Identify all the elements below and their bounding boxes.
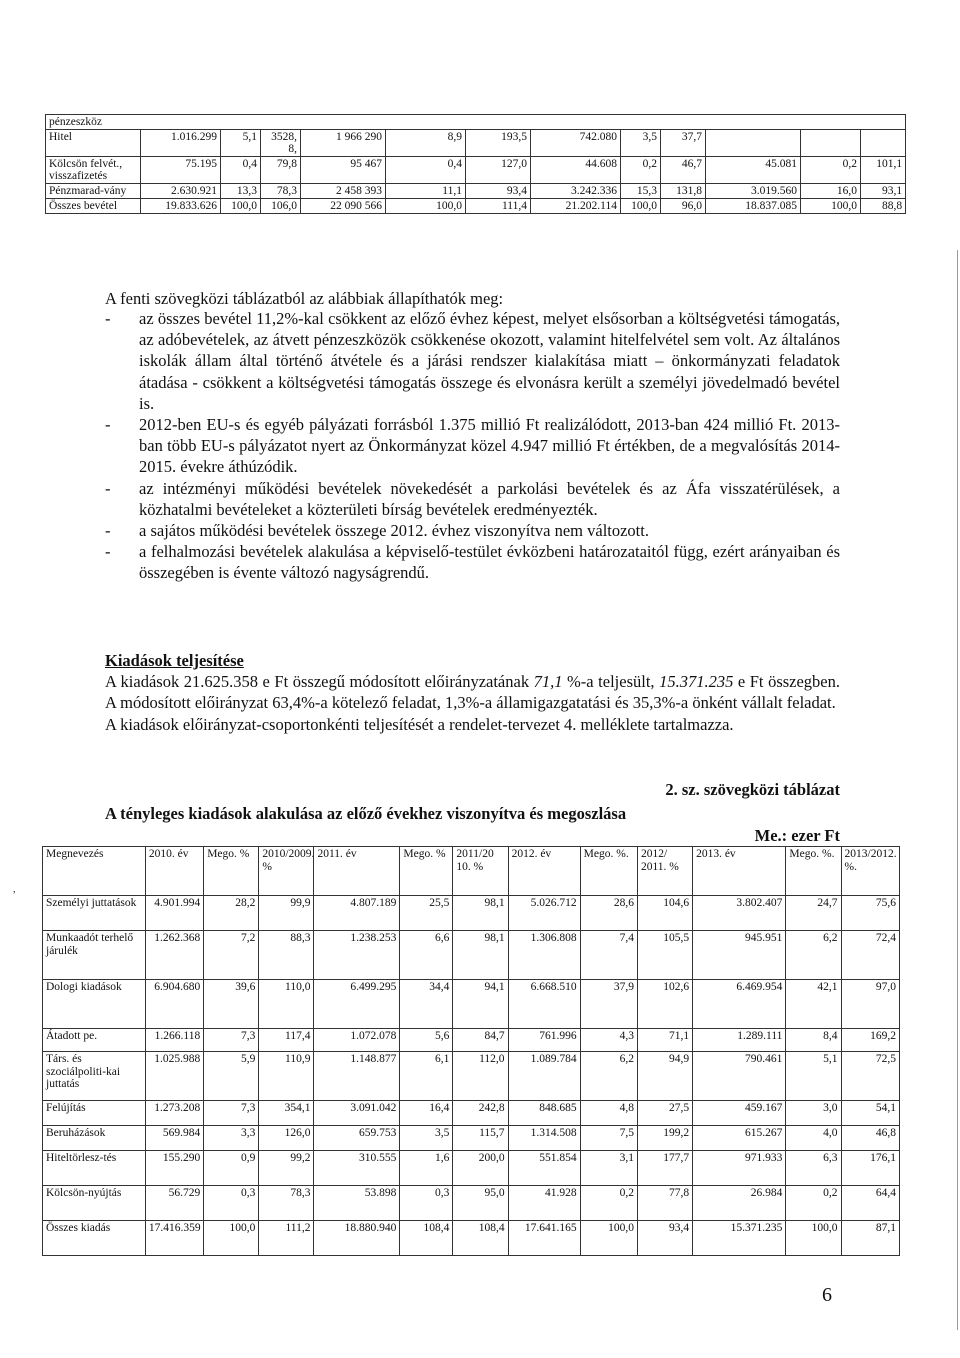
table-cell: 659.753	[314, 1126, 400, 1151]
page-number: 6	[822, 1284, 832, 1306]
table-cell: 37,9	[580, 980, 637, 1029]
table-cell: 7,5	[580, 1126, 637, 1151]
table-cell: 53.898	[314, 1186, 400, 1221]
column-header: 2012. év	[508, 847, 580, 896]
table-row	[43, 1151, 900, 1186]
row-label: Felújítás	[43, 1101, 146, 1126]
table-cell: 4,3	[580, 1029, 637, 1052]
table-cell: 193,5	[466, 130, 531, 157]
table-cell: 117,4	[259, 1029, 314, 1052]
table-cell: 242,8	[453, 1101, 508, 1126]
expenditure-paragraph: A kiadások 21.625.358 e Ft összegű módosított előirányzatának 71,1 %-a teljesült, 15.371.235 e Ft összegben. A módosított előirányzat 63,4%-a kötelező feladat, 1,3%-a államigazgatatási és 35,3%-a önként vállalt feladat.	[105, 672, 841, 713]
table-cell: 176,1	[841, 1151, 899, 1186]
table-cell: 0,3	[400, 1186, 453, 1221]
table-cell: 3,3	[204, 1126, 259, 1151]
table-cell: 75,6	[841, 896, 899, 931]
column-header: Mego. %	[204, 847, 259, 896]
table-cell: 102,6	[637, 980, 692, 1029]
table-row	[43, 1029, 900, 1052]
table-cell: 2.630.921	[141, 184, 221, 199]
table-cell: 126,0	[259, 1126, 314, 1151]
table-cell: 742.080	[531, 130, 621, 157]
table-cell: 7,3	[204, 1101, 259, 1126]
table-cell: 105,5	[637, 931, 692, 980]
table-cell: 41.928	[508, 1186, 580, 1221]
bullet-item: - az összes bevétel 11,2%-kal csökkent az előző évhez képest, melyet elsősorban a költségvetési támogatás, az adóbevételek, az átvett pénzeszközök csökkenése okozott, valamint hitelfelvétel sem volt. Az általános iskolák állam által történő átvétele és a járási rendszer kialakítása miatt – önkormányzati feladatok átadása - csökkent a költségvetési támogatás összege és elvonásra került a személyi jövedelmadó bevétel is.	[105, 309, 840, 413]
table-cell: 0,2	[621, 157, 661, 184]
revenue-header-label: pénzeszköz	[46, 115, 906, 130]
table-cell: 3.242.336	[531, 184, 621, 199]
bullet-item: - a sajátos működési bevételek összege 2012. évhez viszonyítva nem változott.	[105, 521, 649, 541]
table-cell	[706, 130, 801, 157]
revenue-row	[46, 199, 906, 214]
table-cell: 64,4	[841, 1186, 899, 1221]
table-cell: 95 467	[301, 157, 386, 184]
table-cell: 100,0	[621, 199, 661, 214]
table-cell: 5,9	[204, 1052, 259, 1101]
table-cell: 72,5	[841, 1052, 899, 1101]
row-label: Kölcsön-nyújtás	[43, 1186, 146, 1221]
table-cell: 78,3	[259, 1186, 314, 1221]
table-cell: 459.167	[693, 1101, 786, 1126]
table-cell: 101,1	[861, 157, 906, 184]
table-cell: 94,1	[453, 980, 508, 1029]
bullet-list	[105, 308, 840, 584]
table-cell: 97,0	[841, 980, 899, 1029]
table-cell: 45.081	[706, 157, 801, 184]
table-cell: 72,4	[841, 931, 899, 980]
table-cell: 551.854	[508, 1151, 580, 1186]
table-row	[43, 980, 900, 1029]
table-cell: 971.933	[693, 1151, 786, 1186]
unit-label: Me.: ezer Ft	[754, 826, 840, 845]
column-header: 2012/ 2011. %	[637, 847, 692, 896]
table-cell: 5.026.712	[508, 896, 580, 931]
table-cell: 34,4	[400, 980, 453, 1029]
table-cell: 88,8	[861, 199, 906, 214]
table-cell: 95,0	[453, 1186, 508, 1221]
table-cell: 6,3	[786, 1151, 841, 1186]
column-header: Mego. %	[400, 847, 453, 896]
table-cell: 99,9	[259, 896, 314, 931]
table-cell: 0,4	[221, 157, 261, 184]
table-cell: 848.685	[508, 1101, 580, 1126]
table-row	[43, 1101, 900, 1126]
table-cell: 98,1	[453, 896, 508, 931]
table-cell: 200,0	[453, 1151, 508, 1186]
table-cell: 28,6	[580, 896, 637, 931]
table-cell: 18.880.940	[314, 1221, 400, 1256]
table-cell: 4,8	[580, 1101, 637, 1126]
table-cell: 6,2	[580, 1052, 637, 1101]
table-cell: 7,2	[204, 931, 259, 980]
row-label: Dologi kiadások	[43, 980, 146, 1029]
table-cell: 100,0	[580, 1221, 637, 1256]
margin-line	[957, 250, 958, 1330]
table-cell: 106,0	[261, 199, 301, 214]
table-cell: 21.202.114	[531, 199, 621, 214]
row-label: Kölcsön felvét., visszafizetés	[46, 157, 141, 184]
table-cell: 99,2	[259, 1151, 314, 1186]
table-cell: 16,0	[801, 184, 861, 199]
table-cell: 28,2	[204, 896, 259, 931]
table-row	[43, 1221, 900, 1256]
table-cell: 98,1	[453, 931, 508, 980]
table-cell: 93,4	[637, 1221, 692, 1256]
table-cell: 71,1	[637, 1029, 692, 1052]
table-cell: 4,0	[786, 1126, 841, 1151]
table-cell: 1,6	[400, 1151, 453, 1186]
table-cell: 5,1	[786, 1052, 841, 1101]
column-header: 2013/2012. %.	[841, 847, 899, 896]
table-cell: 3,1	[580, 1151, 637, 1186]
table-cell: 56.729	[145, 1186, 203, 1221]
table-cell: 17.416.359	[145, 1221, 203, 1256]
revenue-table	[45, 114, 906, 214]
column-header: 2010/2009. %	[259, 847, 314, 896]
table-cell: 79,8	[261, 157, 301, 184]
table-cell: 7,3	[204, 1029, 259, 1052]
table-cell: 569.984	[145, 1126, 203, 1151]
table-cell: 3.091.042	[314, 1101, 400, 1126]
table-cell: 26.984	[693, 1186, 786, 1221]
table-cell: 112,0	[453, 1052, 508, 1101]
row-label: Átadott pe.	[43, 1029, 146, 1052]
intro-paragraph: A fenti szövegközi táblázatból az alábbiak állapíthatók meg:	[105, 289, 504, 308]
table-cell: 1.016.299	[141, 130, 221, 157]
table-cell: 46,7	[661, 157, 706, 184]
row-label: Személyi juttatások	[43, 896, 146, 931]
row-label: Munkaadót terhelő járulék	[43, 931, 146, 980]
table-cell: 16,4	[400, 1101, 453, 1126]
table-cell: 1.266.118	[145, 1029, 203, 1052]
bullet-item: - a felhalmozási bevételek alakulása a képviselő-testület évközbeni határozataitól függ, ezért arányaiban és összegében is évente változó nagyságrendű.	[105, 542, 840, 583]
expenditure-paragraph-2: A kiadások előirányzat-csoportonkénti teljesítését a rendelet-tervezet 4. melléklete tartalmazza.	[105, 714, 734, 734]
table-cell: 111,4	[466, 199, 531, 214]
table-cell: 3.802.407	[693, 896, 786, 931]
table-cell: 6.668.510	[508, 980, 580, 1029]
column-header: Mego. %.	[580, 847, 637, 896]
table-cell: 1.238.253	[314, 931, 400, 980]
revenue-row	[46, 184, 906, 199]
table-cell: 2 458 393	[301, 184, 386, 199]
table-cell: 84,7	[453, 1029, 508, 1052]
column-header: Megnevezés	[43, 847, 146, 896]
table-cell: 155.290	[145, 1151, 203, 1186]
table-cell: 3,5	[621, 130, 661, 157]
revenue-row	[46, 157, 906, 184]
table-cell: 0,9	[204, 1151, 259, 1186]
table-cell: 108,4	[453, 1221, 508, 1256]
row-label: Pénzmarad-vány	[46, 184, 141, 199]
bullet-item: - az intézményi működési bevételek növekedését a parkolási bevételek és az Áfa visszatérülések, a közhatalmi bevételeket a közterületi bírság bevételek eredményezték.	[105, 478, 840, 519]
row-label: Hitel	[46, 130, 141, 157]
table-cell: 615.267	[693, 1126, 786, 1151]
table-cell: 7,4	[580, 931, 637, 980]
table-cell: 93,1	[861, 184, 906, 199]
table-cell: 0,2	[801, 157, 861, 184]
table-row	[43, 1126, 900, 1151]
table-cell: 100,0	[386, 199, 466, 214]
table-cell: 1.025.988	[145, 1052, 203, 1101]
column-header: 2011/20 10. %	[453, 847, 508, 896]
column-header: 2011. év	[314, 847, 400, 896]
table-cell: 761.996	[508, 1029, 580, 1052]
table-label: 2. sz. szövegközi táblázat	[665, 780, 840, 799]
row-label: Beruházások	[43, 1126, 146, 1151]
table-cell: 4.901.994	[145, 896, 203, 931]
revenue-header-row	[46, 115, 906, 130]
table-cell: 75.195	[141, 157, 221, 184]
table-cell: 17.641.165	[508, 1221, 580, 1256]
bullet-item: - 2012-ben EU-s és egyéb pályázati forrásból 1.375 millió Ft realizálódott, 2013-ban 424 millió Ft. 2013-ban több EU-s pályázatot nyert az Önkormányzat közel 4.947 millió Ft értékben, de a megvalósítás 2014-2015. évekre áthúzódik.	[105, 415, 840, 477]
table-cell: 42,1	[786, 980, 841, 1029]
table-row	[43, 1052, 900, 1101]
table-cell: 54,1	[841, 1101, 899, 1126]
row-label: Összes bevétel	[46, 199, 141, 214]
table-cell: 24,7	[786, 896, 841, 931]
table-cell: 18.837.085	[706, 199, 801, 214]
table-cell: 1.072.078	[314, 1029, 400, 1052]
table-cell: 5,1	[221, 130, 261, 157]
table-cell: 310.555	[314, 1151, 400, 1186]
column-header: 2010. év	[145, 847, 203, 896]
table-cell: 110,0	[259, 980, 314, 1029]
table-cell: 104,6	[637, 896, 692, 931]
table-cell: 6.904.680	[145, 980, 203, 1029]
table-cell: 110,9	[259, 1052, 314, 1101]
table-cell: 46,8	[841, 1126, 899, 1151]
table-cell: 1.306.808	[508, 931, 580, 980]
table-cell: 44.608	[531, 157, 621, 184]
table-cell: 3.019.560	[706, 184, 801, 199]
table-cell: 100,0	[801, 199, 861, 214]
table-cell: 94,9	[637, 1052, 692, 1101]
table-cell: 0,2	[580, 1186, 637, 1221]
table-cell: 6,1	[400, 1052, 453, 1101]
table-cell: 78,3	[261, 184, 301, 199]
table-header-row	[43, 847, 900, 896]
table-cell: 177,7	[637, 1151, 692, 1186]
table-cell: 8,4	[786, 1029, 841, 1052]
table-row	[43, 1186, 900, 1221]
revenue-row	[46, 130, 906, 157]
table-cell: 108,4	[400, 1221, 453, 1256]
table-cell: 1.314.508	[508, 1126, 580, 1151]
table-cell: 6.499.295	[314, 980, 400, 1029]
table-cell: 6,2	[786, 931, 841, 980]
table-cell: 11,1	[386, 184, 466, 199]
table-cell: 13,3	[221, 184, 261, 199]
row-label: Összes kiadás	[43, 1221, 146, 1256]
table-cell: 1.262.368	[145, 931, 203, 980]
row-label: Társ. és szociálpoliti-kai juttatás	[43, 1052, 146, 1101]
table-cell: 0,3	[204, 1186, 259, 1221]
table-cell: 87,1	[841, 1221, 899, 1256]
table-cell: 19.833.626	[141, 199, 221, 214]
table-cell: 6.469.954	[693, 980, 786, 1029]
table-cell: 1.089.784	[508, 1052, 580, 1101]
table-cell: 127,0	[466, 157, 531, 184]
table-cell: 77,8	[637, 1186, 692, 1221]
table-cell: 100,0	[221, 199, 261, 214]
column-header: Mego. %.	[786, 847, 841, 896]
table-cell: 169,2	[841, 1029, 899, 1052]
table-cell: 354,1	[259, 1101, 314, 1126]
table-cell: 22 090 566	[301, 199, 386, 214]
table-cell: 1.273.208	[145, 1101, 203, 1126]
table-cell: 25,5	[400, 896, 453, 931]
table-cell: 96,0	[661, 199, 706, 214]
table-cell: 1.289.111	[693, 1029, 786, 1052]
table-cell: 5,6	[400, 1029, 453, 1052]
table-cell: 3528, 8,	[261, 130, 301, 157]
column-header: 2013. év	[693, 847, 786, 896]
row-label: Hiteltörlesz-tés	[43, 1151, 146, 1186]
table-cell: 3,5	[400, 1126, 453, 1151]
table-cell: 100,0	[204, 1221, 259, 1256]
table-cell: 1.148.877	[314, 1052, 400, 1101]
table-cell: 790.461	[693, 1052, 786, 1101]
expenditure-table	[42, 846, 900, 1256]
table-cell: 15,3	[621, 184, 661, 199]
table-cell: 111,2	[259, 1221, 314, 1256]
table-cell: 93,4	[466, 184, 531, 199]
section-heading: Kiadások teljesítése	[105, 651, 244, 670]
table-cell: 1 966 290	[301, 130, 386, 157]
table-cell: 39,6	[204, 980, 259, 1029]
table-cell: 6,6	[400, 931, 453, 980]
table-row	[43, 931, 900, 980]
expenditure-section	[105, 650, 840, 735]
table-cell: 15.371.235	[693, 1221, 786, 1256]
table-cell: 0,2	[786, 1186, 841, 1221]
table-cell: 88,3	[259, 931, 314, 980]
table-row	[43, 896, 900, 931]
table-cell: 27,5	[637, 1101, 692, 1126]
margin-mark: ,	[13, 884, 16, 895]
table-cell: 3,0	[786, 1101, 841, 1126]
table-cell: 199,2	[637, 1126, 692, 1151]
table-cell: 0,4	[386, 157, 466, 184]
table-cell: 4.807.189	[314, 896, 400, 931]
table-title: A tényleges kiadások alakulása az előző évekhez viszonyítva és megoszlása	[105, 804, 627, 823]
table-cell: 37,7	[661, 130, 706, 157]
table-cell	[861, 130, 906, 157]
table-cell	[801, 130, 861, 157]
table-cell: 8,9	[386, 130, 466, 157]
table-cell: 945.951	[693, 931, 786, 980]
table-cell: 100,0	[786, 1221, 841, 1256]
table-cell: 131,8	[661, 184, 706, 199]
table-cell: 115,7	[453, 1126, 508, 1151]
